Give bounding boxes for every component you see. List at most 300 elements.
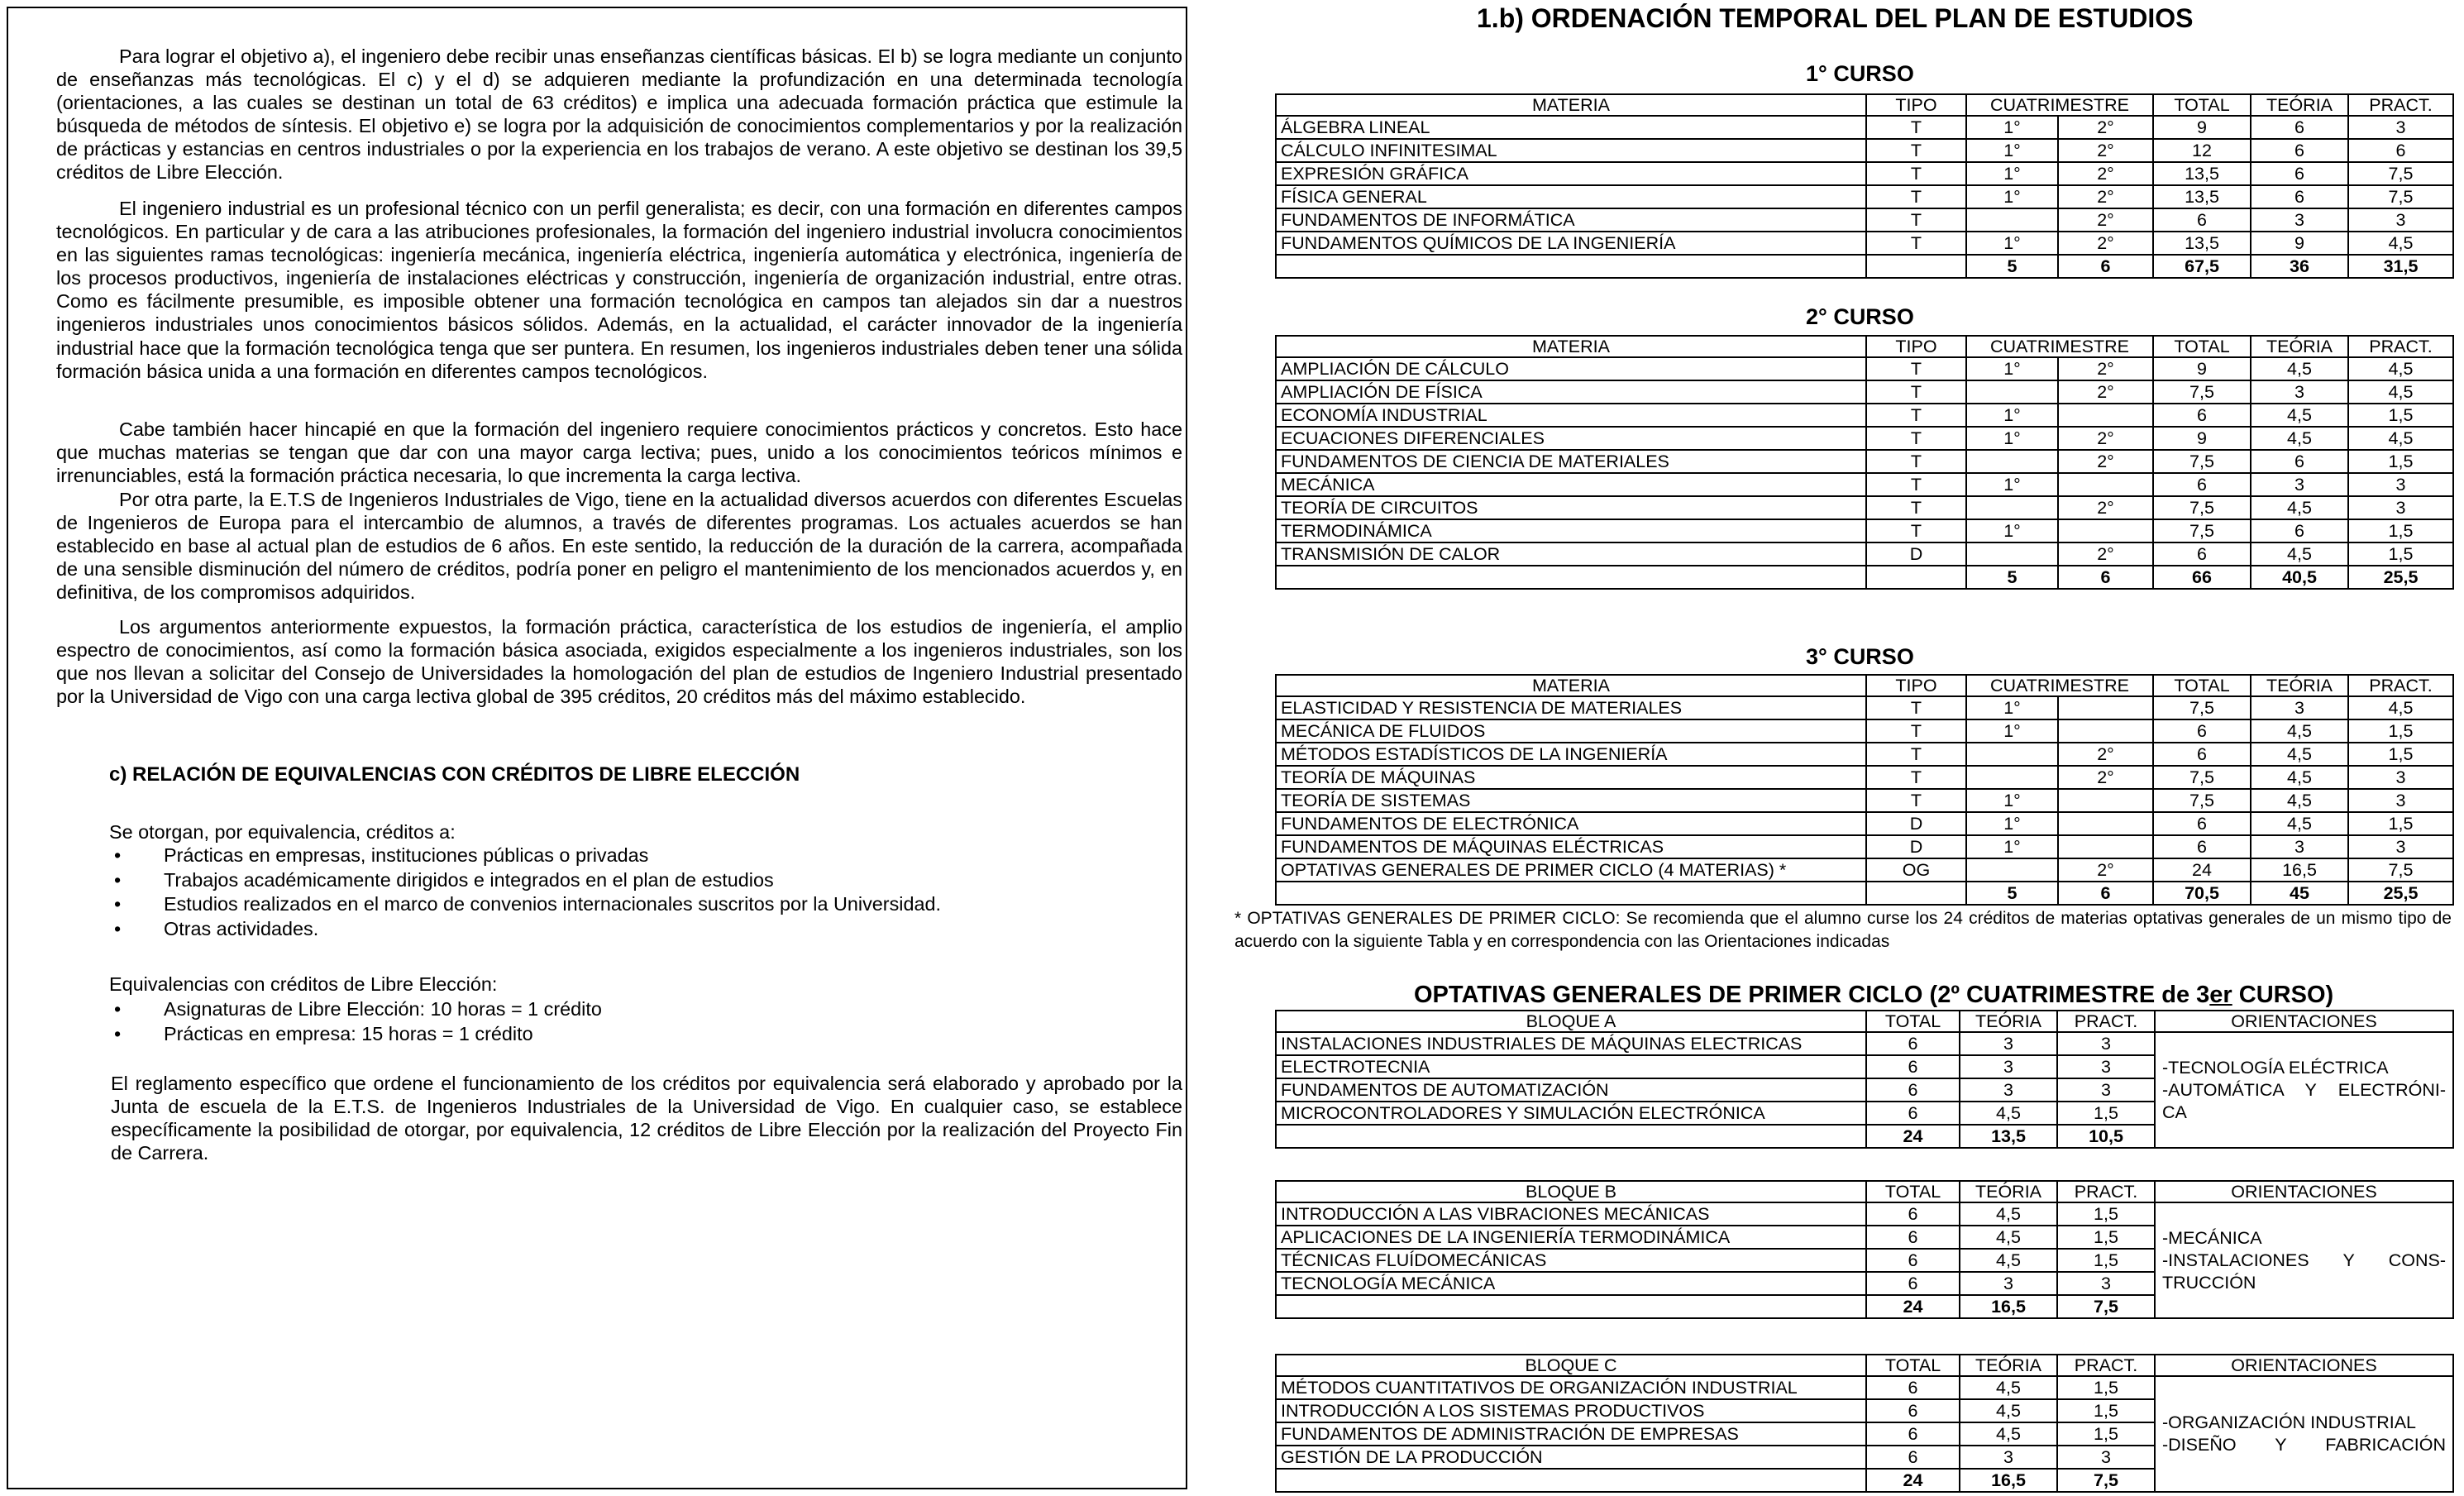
table-cell: TECNOLOGÍA MECÁNICA: [1276, 1272, 1866, 1295]
table-cell: 3: [2251, 696, 2348, 719]
table-cell: 3: [2348, 116, 2453, 139]
table-cell: TEORÍA DE SISTEMAS: [1276, 789, 1866, 812]
table-row: [1276, 696, 2453, 719]
orientaciones-cell: [2155, 1202, 2453, 1318]
header-cell: ORIENTACIONES: [2155, 1355, 2453, 1376]
total-cell: 6: [2058, 255, 2153, 278]
table-cell: 1°: [1966, 789, 2058, 812]
header-cell: TIPO: [1866, 94, 1966, 116]
table-cell: FÍSICA GENERAL: [1276, 185, 1866, 208]
table-cell: 4,5: [2251, 357, 2348, 380]
paragraph-arguments-text: Los argumentos anteriormente expuestos, la formación práctica, característica de los estudios de ingeniería, el amplio espectro de conocimientos, así como la formación básica asociada, exigidos especialmente a los ingenieros industriales, son los que nos llevan a solicitar del Consejo de Universidades la homologación del plan de estudios de Ingeniero Industrial presentado por la Universidad de Vigo con una carga lectiva global de 395 créditos, 20 créditos más del máximo establecido.: [56, 616, 1182, 708]
bloque-name: BLOQUE C: [1276, 1355, 1866, 1376]
table-cell: EXPRESIÓN GRÁFICA: [1276, 162, 1866, 185]
table-cell: 1°: [1966, 473, 2058, 496]
header-cell: PRACT.: [2348, 94, 2453, 116]
table-cell: TERMODINÁMICA: [1276, 519, 1866, 542]
header-cell: MATERIA: [1276, 675, 1866, 696]
table-cell: 7,5: [2348, 858, 2453, 882]
table-cell: 4,5: [2348, 427, 2453, 450]
table-cell: 4,5: [1960, 1249, 2057, 1272]
table-cell: 3: [2348, 789, 2453, 812]
table-cell: ELASTICIDAD Y RESISTENCIA DE MATERIALES: [1276, 696, 1866, 719]
header-cell: TEÓRIA: [1960, 1181, 2057, 1202]
total-cell: 6: [2058, 882, 2153, 905]
total-cell: [1866, 882, 1966, 905]
table-row: [1276, 357, 2453, 380]
table-row: [1276, 116, 2453, 139]
table-header-row: [1276, 1181, 2453, 1202]
header-cell: CUATRIMESTRE: [1966, 675, 2153, 696]
total-cell: 31,5: [2348, 255, 2453, 278]
table-cell: [1966, 450, 2058, 473]
table-cell: ECONOMÍA INDUSTRIAL: [1276, 404, 1866, 427]
total-cell: [1276, 882, 1866, 905]
bloque-name: BLOQUE A: [1276, 1011, 1866, 1032]
table-cell: FUNDAMENTOS QUÍMICOS DE LA INGENIERÍA: [1276, 232, 1866, 255]
table-cell: 1,5: [2057, 1102, 2155, 1125]
table-cell: T: [1866, 743, 1966, 766]
table-cell: 6: [1866, 1102, 1960, 1125]
table-row: [1276, 473, 2453, 496]
table-cell: 13,5: [2153, 162, 2251, 185]
table-cell: 7,5: [2153, 380, 2251, 404]
table-row: [1276, 789, 2453, 812]
table-cell: 13,5: [2153, 232, 2251, 255]
libre-list: [111, 997, 602, 1046]
table-row: [1276, 812, 2453, 835]
table-header-row: [1276, 94, 2453, 116]
table-cell: 6: [2251, 185, 2348, 208]
orientacion-line: TRUCCIÓN: [2162, 1272, 2256, 1293]
table-cell: 3: [2057, 1078, 2155, 1102]
header-cell: ORIENTACIONES: [2155, 1181, 2453, 1202]
table-row: [1276, 766, 2453, 789]
header-cell: TEÓRIA: [2251, 94, 2348, 116]
total-cell: [1276, 1469, 1866, 1492]
optativas-note: * OPTATIVAS GENERALES DE PRIMER CICLO: Se recomienda que el alumno curse los 24 créditos de materias optativas generales de un mismo tipo de acuerdo con la siguiente Tabla y en correspondencia con las Orientaciones indicadas: [1234, 909, 2452, 951]
table-cell: 1°: [1966, 162, 2058, 185]
orientacion-line: -INSTALACIONES Y CONS-: [2162, 1250, 2446, 1270]
table-cell: 2°: [2058, 116, 2153, 139]
header-cell: TIPO: [1866, 675, 1966, 696]
total-cell: 7,5: [2057, 1295, 2155, 1318]
header-cell: TOTAL: [2153, 94, 2251, 116]
table-cell: OG: [1866, 858, 1966, 882]
bloque-c-table: [1275, 1354, 2454, 1493]
table-cell: 9: [2153, 357, 2251, 380]
table-cell: 1°: [1966, 696, 2058, 719]
table-row: [1276, 139, 2453, 162]
table-cell: TÉCNICAS FLUÍDOMECÁNICAS: [1276, 1249, 1866, 1272]
paragraph-objectives: [56, 45, 1182, 184]
table-cell: 4,5: [2251, 766, 2348, 789]
table-cell: 6: [1866, 1272, 1960, 1295]
course-1-title: 1° CURSO: [1806, 61, 1914, 86]
table-cell: 3: [2348, 208, 2453, 232]
table-cell: 2°: [2058, 427, 2153, 450]
table-cell: 6: [2153, 404, 2251, 427]
header-cell: PRACT.: [2348, 336, 2453, 357]
table-cell: 1,5: [2057, 1226, 2155, 1249]
table-cell: 1,5: [2348, 519, 2453, 542]
orientacion-line: -MECÁNICA: [2162, 1227, 2262, 1248]
table-cell: TEORÍA DE MÁQUINAS: [1276, 766, 1866, 789]
table-cell: 4,5: [1960, 1399, 2057, 1422]
table-cell: FUNDAMENTOS DE ADMINISTRACIÓN DE EMPRESAS: [1276, 1422, 1866, 1446]
table-cell: 4,5: [1960, 1376, 2057, 1399]
table-cell: 7,5: [2153, 450, 2251, 473]
totals-row: [1276, 255, 2453, 278]
orientacion-line: CA: [2162, 1102, 2187, 1122]
table-cell: T: [1866, 139, 1966, 162]
table-cell: 3: [2057, 1032, 2155, 1055]
table-cell: [2058, 719, 2153, 743]
table-cell: 2°: [2058, 496, 2153, 519]
table-cell: 4,5: [2251, 404, 2348, 427]
table-header-row: [1276, 1011, 2453, 1032]
table-cell: 3: [1960, 1078, 2057, 1102]
table-cell: T: [1866, 473, 1966, 496]
total-cell: 13,5: [1960, 1125, 2057, 1148]
total-cell: 70,5: [2153, 882, 2251, 905]
table-cell: 3: [2057, 1446, 2155, 1469]
header-cell: TEÓRIA: [2251, 336, 2348, 357]
total-cell: 7,5: [2057, 1469, 2155, 1492]
paragraph-practical: [56, 418, 1182, 487]
total-cell: [1866, 566, 1966, 589]
table-cell: 1°: [1966, 357, 2058, 380]
table-cell: 2°: [2058, 858, 2153, 882]
bloque-name: BLOQUE B: [1276, 1181, 1866, 1202]
table-cell: 6: [2251, 116, 2348, 139]
total-cell: 25,5: [2348, 566, 2453, 589]
table-cell: 1,5: [2348, 812, 2453, 835]
table-cell: 4,5: [2251, 427, 2348, 450]
table-cell: 1,5: [2057, 1249, 2155, 1272]
table-header-row: [1276, 675, 2453, 696]
table-cell: 2°: [2058, 450, 2153, 473]
header-cell: TOTAL: [1866, 1181, 1960, 1202]
table-cell: 7,5: [2348, 162, 2453, 185]
table-cell: [1966, 380, 2058, 404]
table-cell: 2°: [2058, 357, 2153, 380]
table-cell: 3: [1960, 1032, 2057, 1055]
total-cell: 24: [1866, 1469, 1960, 1492]
table-cell: 4,5: [2348, 696, 2453, 719]
orientaciones-cell: [2155, 1376, 2453, 1492]
table-cell: T: [1866, 357, 1966, 380]
table-cell: 6: [1866, 1249, 1960, 1272]
table-cell: GESTIÓN DE LA PRODUCCIÓN: [1276, 1446, 1866, 1469]
table-row: [1276, 1376, 2453, 1399]
paragraph-generalist-text: El ingeniero industrial es un profesional técnico con un perfil generalista; es decir, con una formación en diferentes campos tecnológicos. En particular y de cara a las atribuciones profesionales, la formación del ingeniero industrial involucra conocimientos en las siguientes ramas tecnológicas: ingeniería mecánica, ingeniería eléctrica, ingeniería automática y electrónica, ingeniería de los procesos productivos, ingeniería de instalaciones eléctricas y construcción, ingeniería de organización industrial, entre otras. Como es fácilmente presumible, es imposible obtener una formación tecnológica en campos tan alejados sin dar a nuestros ingenieros industriales unos conocimientos básicos sólidos. Además, en la actualidad, el carácter innovador de la ingeniería industrial hace que la formación tecnológica tenga que ser puntera. En resumen, los ingenieros industriales deben tener una sólida formación básica unida a una formación en diferentes campos tecnológicos.: [56, 198, 1182, 382]
equiv-intro: Se otorgan, por equivalencia, créditos a:: [109, 821, 456, 843]
total-cell: [1866, 255, 1966, 278]
table-row: [1276, 208, 2453, 232]
totals-row: [1276, 882, 2453, 905]
table-cell: 2°: [2058, 162, 2153, 185]
table-header-row: [1276, 336, 2453, 357]
table-cell: 1,5: [2348, 404, 2453, 427]
table-cell: 1°: [1966, 139, 2058, 162]
table-cell: 7,5: [2153, 696, 2251, 719]
table-cell: INTRODUCCIÓN A LOS SISTEMAS PRODUCTIVOS: [1276, 1399, 1866, 1422]
table-cell: 13,5: [2153, 185, 2251, 208]
header-cell: TEÓRIA: [2251, 675, 2348, 696]
table-cell: T: [1866, 404, 1966, 427]
table-cell: [2058, 696, 2153, 719]
table-cell: T: [1866, 450, 1966, 473]
table-cell: T: [1866, 232, 1966, 255]
table-cell: 1°: [1966, 519, 2058, 542]
paragraph-agreements: [56, 488, 1182, 604]
table-cell: ELECTROTECNIA: [1276, 1055, 1866, 1078]
list-item: • Estudios realizados en el marco de convenios internacionales suscritos por la Universidad.: [111, 892, 941, 917]
orientacion-line: -TECNOLOGÍA ELÉCTRICA: [2162, 1057, 2389, 1078]
table-row: [1276, 1032, 2453, 1055]
table-cell: 6: [2153, 719, 2251, 743]
table-cell: 1°: [1966, 185, 2058, 208]
list-item: • Asignaturas de Libre Elección: 10 horas = 1 crédito: [111, 997, 602, 1022]
table-cell: FUNDAMENTOS DE AUTOMATIZACIÓN: [1276, 1078, 1866, 1102]
table-cell: 9: [2251, 232, 2348, 255]
table-cell: 4,5: [2251, 743, 2348, 766]
table-cell: [2058, 835, 2153, 858]
table-cell: 1,5: [2348, 743, 2453, 766]
table-cell: T: [1866, 116, 1966, 139]
table-cell: 6: [2251, 519, 2348, 542]
table-cell: T: [1866, 162, 1966, 185]
table-cell: [2058, 789, 2153, 812]
table-cell: ECUACIONES DIFERENCIALES: [1276, 427, 1866, 450]
total-cell: 40,5: [2251, 566, 2348, 589]
total-cell: 24: [1866, 1295, 1960, 1318]
table-cell: 1°: [1966, 116, 2058, 139]
table-cell: CÁLCULO INFINITESIMAL: [1276, 139, 1866, 162]
table-cell: 6: [2348, 139, 2453, 162]
table-cell: D: [1866, 812, 1966, 835]
table-row: [1276, 519, 2453, 542]
table-cell: TEORÍA DE CIRCUITOS: [1276, 496, 1866, 519]
table-cell: 6: [2153, 835, 2251, 858]
total-cell: 5: [1966, 255, 2058, 278]
table-cell: 3: [2251, 473, 2348, 496]
table-cell: 1°: [1966, 404, 2058, 427]
table-cell: 6: [1866, 1226, 1960, 1249]
header-cell: TOTAL: [1866, 1011, 1960, 1032]
table-cell: MÉTODOS CUANTITATIVOS DE ORGANIZACIÓN INDUSTRIAL: [1276, 1376, 1866, 1399]
table-header-row: [1276, 1355, 2453, 1376]
table-row: [1276, 232, 2453, 255]
table-row: [1276, 496, 2453, 519]
table-cell: INSTALACIONES INDUSTRIALES DE MÁQUINAS ELECTRICAS: [1276, 1032, 1866, 1055]
table-cell: 1,5: [2057, 1399, 2155, 1422]
table-cell: 3: [2348, 766, 2453, 789]
total-cell: 66: [2153, 566, 2251, 589]
table-cell: 3: [2348, 496, 2453, 519]
table-cell: 2°: [2058, 380, 2153, 404]
total-cell: 24: [1866, 1125, 1960, 1148]
header-cell: PRACT.: [2057, 1011, 2155, 1032]
table-cell: [1966, 766, 2058, 789]
header-cell: TOTAL: [2153, 336, 2251, 357]
table-cell: 6: [1866, 1376, 1960, 1399]
paragraph-generalist: [56, 197, 1182, 383]
table-row: [1276, 185, 2453, 208]
paragraph-practical-text: Cabe también hacer hincapié en que la formación del ingeniero requiere conocimientos prácticos y concretos. Esto hace que muchas materias se tengan que dar con una mayor carga lectiva; pues, unido a los conocimientos teóricos mínimos e irrenunciables, está la formación práctica necesaria, lo que incrementa la carga lectiva.: [56, 418, 1182, 487]
table-cell: T: [1866, 789, 1966, 812]
header-cell: PRACT.: [2057, 1355, 2155, 1376]
table-cell: [1966, 542, 2058, 566]
table-cell: 1,5: [2057, 1202, 2155, 1226]
table-cell: TRANSMISIÓN DE CALOR: [1276, 542, 1866, 566]
table-cell: T: [1866, 519, 1966, 542]
table-cell: 2°: [2058, 743, 2153, 766]
table-cell: 7,5: [2153, 766, 2251, 789]
libre-intro: Equivalencias con créditos de Libre Elección:: [109, 973, 498, 995]
table-cell: 6: [1866, 1399, 1960, 1422]
table-row: [1276, 719, 2453, 743]
list-item: • Prácticas en empresa: 15 horas = 1 crédito: [111, 1022, 602, 1047]
table-cell: T: [1866, 380, 1966, 404]
table-cell: T: [1866, 766, 1966, 789]
total-cell: 16,5: [1960, 1295, 2057, 1318]
table-cell: APLICACIONES DE LA INGENIERÍA TERMODINÁMICA: [1276, 1226, 1866, 1249]
table-cell: [1966, 496, 2058, 519]
closing-paragraph: El reglamento específico que ordene el funcionamiento de los créditos por equivalencia será elaborado y aprobado por la Junta de escuela de la E.T.S. de Ingenieros Industriales de la Universidad de Vigo. En cualquier caso, se establece específicamente la posibilidad de otorgar, por equivalencia, 12 créditos de Libre Elección por la realización del Proyecto Fin de Carrera.: [111, 1073, 1182, 1164]
table-cell: 3: [1960, 1272, 2057, 1295]
equiv-list: [111, 844, 941, 941]
table-cell: 6: [2251, 450, 2348, 473]
table-cell: 6: [1866, 1078, 1960, 1102]
table-cell: 2°: [2058, 542, 2153, 566]
table-cell: 1,5: [2057, 1422, 2155, 1446]
course-3-table: [1275, 674, 2454, 906]
table-cell: 7,5: [2348, 185, 2453, 208]
orientacion-line: -DISEÑO Y FABRICACIÓN: [2162, 1435, 2446, 1455]
table-cell: 7,5: [2153, 496, 2251, 519]
list-item: • Trabajos académicamente dirigidos e integrados en el plan de estudios: [111, 868, 941, 893]
table-cell: MECÁNICA: [1276, 473, 1866, 496]
table-cell: 4,5: [2251, 496, 2348, 519]
paragraph-objectives-text: Para lograr el objetivo a), el ingeniero debe recibir unas enseñanzas científicas básicas. El b) se logra mediante un conjunto de enseñanzas más tecnológicas. El c) y el d) se adquieren mediante la profundización en una determinada tecnología (orientaciones, a las cuales se destinan un total de 63 créditos) e implica una adecuada formación práctica que estimule la búsqueda de métodos de síntesis. El objetivo e) se logra por la adquisición de conocimientos complementarios y por la realización de prácticas y estancias en centros industriales o por la experiencia en los trabajos de verano. A este objetivo se destinan los 39,5 créditos de Libre Elección.: [56, 45, 1182, 184]
table-row: [1276, 835, 2453, 858]
table-cell: 6: [2153, 812, 2251, 835]
table-cell: [1966, 208, 2058, 232]
orientaciones-cell: [2155, 1032, 2453, 1148]
table-cell: 1,5: [2057, 1376, 2155, 1399]
list-item: • Prácticas en empresas, instituciones públicas o privadas: [111, 844, 941, 868]
table-cell: MÉTODOS ESTADÍSTICOS DE LA INGENIERÍA: [1276, 743, 1866, 766]
left-text-panel: [7, 7, 1187, 1489]
table-cell: 7,5: [2153, 519, 2251, 542]
table-cell: T: [1866, 496, 1966, 519]
header-cell: MATERIA: [1276, 94, 1866, 116]
table-cell: 2°: [2058, 766, 2153, 789]
table-cell: 4,5: [1960, 1102, 2057, 1125]
table-cell: 7,5: [2153, 789, 2251, 812]
table-cell: MICROCONTROLADORES Y SIMULACIÓN ELECTRÓNICA: [1276, 1102, 1866, 1125]
table-cell: 3: [2348, 835, 2453, 858]
table-cell: 1,5: [2348, 719, 2453, 743]
table-cell: T: [1866, 208, 1966, 232]
total-cell: 5: [1966, 566, 2058, 589]
total-cell: 10,5: [2057, 1125, 2155, 1148]
header-cell: TEÓRIA: [1960, 1355, 2057, 1376]
table-cell: 6: [2153, 208, 2251, 232]
total-cell: [1276, 1295, 1866, 1318]
table-cell: T: [1866, 185, 1966, 208]
table-cell: 4,5: [2348, 232, 2453, 255]
totals-row: [1276, 566, 2453, 589]
orientacion-line: -ORGANIZACIÓN INDUSTRIAL: [2162, 1412, 2416, 1432]
table-cell: 1°: [1966, 427, 2058, 450]
table-cell: 4,5: [2348, 357, 2453, 380]
table-row: [1276, 380, 2453, 404]
table-cell: [2058, 812, 2153, 835]
table-cell: 6: [1866, 1032, 1960, 1055]
table-cell: 4,5: [1960, 1226, 2057, 1249]
table-cell: 2°: [2058, 185, 2153, 208]
header-cell: CUATRIMESTRE: [1966, 336, 2153, 357]
total-cell: 16,5: [1960, 1469, 2057, 1492]
table-row: [1276, 162, 2453, 185]
total-cell: 6: [2058, 566, 2153, 589]
table-cell: 2°: [2058, 139, 2153, 162]
table-cell: 9: [2153, 116, 2251, 139]
table-cell: [2058, 519, 2153, 542]
table-cell: FUNDAMENTOS DE CIENCIA DE MATERIALES: [1276, 450, 1866, 473]
table-cell: 1°: [1966, 719, 2058, 743]
table-cell: 6: [1866, 1446, 1960, 1469]
table-cell: 6: [1866, 1422, 1960, 1446]
table-cell: 1,5: [2348, 542, 2453, 566]
table-cell: 3: [2251, 380, 2348, 404]
table-cell: [1966, 858, 2058, 882]
table-cell: T: [1866, 427, 1966, 450]
table-cell: 9: [2153, 427, 2251, 450]
table-cell: 4,5: [2251, 812, 2348, 835]
table-cell: 3: [1960, 1055, 2057, 1078]
table-row: [1276, 743, 2453, 766]
total-cell: 45: [2251, 882, 2348, 905]
table-cell: 6: [2153, 743, 2251, 766]
table-cell: 4,5: [2251, 719, 2348, 743]
table-cell: D: [1866, 835, 1966, 858]
total-cell: 25,5: [2348, 882, 2453, 905]
table-row: [1276, 542, 2453, 566]
table-cell: 6: [1866, 1202, 1960, 1226]
table-cell: 4,5: [2251, 542, 2348, 566]
table-cell: 2°: [2058, 232, 2153, 255]
table-cell: 3: [2057, 1055, 2155, 1078]
table-cell: 12: [2153, 139, 2251, 162]
table-cell: AMPLIACIÓN DE FÍSICA: [1276, 380, 1866, 404]
orientacion-line: -AUTOMÁTICA Y ELECTRÓNI-: [2162, 1079, 2446, 1100]
course-2-title: 2° CURSO: [1806, 304, 1914, 329]
total-cell: [1276, 255, 1866, 278]
table-cell: 2°: [2058, 208, 2153, 232]
course-1-table: [1275, 93, 2454, 279]
table-cell: 1°: [1966, 232, 2058, 255]
table-cell: 16,5: [2251, 858, 2348, 882]
table-cell: T: [1866, 719, 1966, 743]
table-cell: 4,5: [2348, 380, 2453, 404]
paragraph-arguments: [56, 615, 1182, 708]
total-cell: [1276, 1125, 1866, 1148]
table-row: [1276, 450, 2453, 473]
